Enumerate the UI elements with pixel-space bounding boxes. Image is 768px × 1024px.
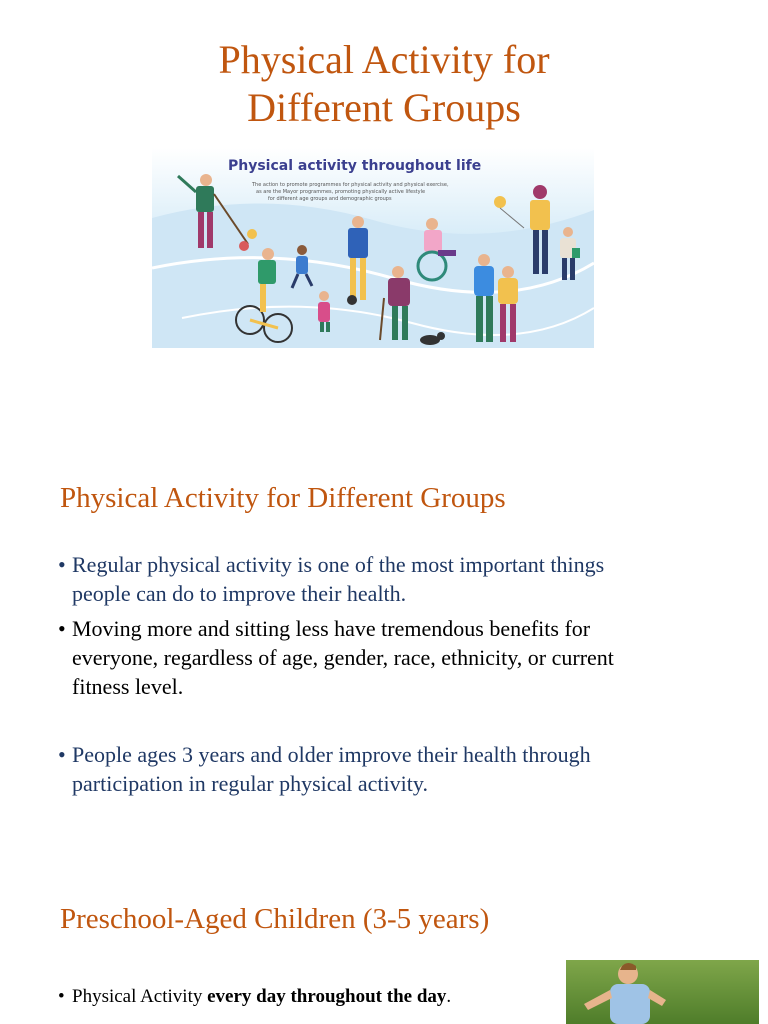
bullet-dot-icon: • (58, 742, 66, 767)
bullet-1-line-1: Regular physical activity is one of the most important things (72, 552, 605, 577)
bullet-3-line-2: participation in regular physical activity. (72, 771, 428, 796)
bullet-item (58, 740, 738, 798)
bullet-item (58, 550, 738, 608)
bullet-2-line-2: everyone, regardless of age, gender, race, ethnicity, or current (72, 645, 614, 670)
bullet-dot-icon: • (58, 616, 66, 641)
illustration-caption-3: for different age groups and demographic groups (268, 196, 392, 202)
slide-title-line-1: Physical Activity for (218, 37, 550, 82)
illustration-svg (152, 148, 594, 348)
photo-svg (566, 960, 759, 1024)
bullet-preschool-suffix: . (446, 986, 452, 1007)
illustration-caption-1: The action to promote programmes for physical activity and physical exercise, (252, 182, 449, 188)
section-heading-different-groups: Physical Activity for Different Groups (60, 482, 506, 514)
bullet-3-line-1: People ages 3 years and older improve their health through (72, 742, 591, 767)
bullet-dot-icon: • (58, 552, 66, 577)
illustration-caption-2: as are the Mayor programmes, promoting physically active lifestyle (256, 189, 426, 195)
slide-title-line-2: Different Groups (247, 85, 521, 130)
bullet-2-line-1: Moving more and sitting less have tremendous benefits for (72, 616, 591, 641)
bullet-dot-icon: • (58, 986, 65, 1007)
slide-title (0, 36, 768, 132)
physical-activity-illustration (152, 148, 594, 348)
illustration-heading: Physical activity throughout life (228, 158, 482, 174)
bullet-1-line-2: people can do to improve their health. (72, 581, 407, 606)
bullet-item (58, 614, 738, 701)
bullet-2-line-3: fitness level. (72, 674, 184, 699)
section-heading-preschool: Preschool-Aged Children (3-5 years) (60, 903, 490, 935)
bullet-preschool-bold: every day throughout the day (207, 986, 447, 1007)
child-playing-photo (566, 960, 759, 1024)
bullet-preschool-prefix: Physical Activity (72, 986, 208, 1007)
